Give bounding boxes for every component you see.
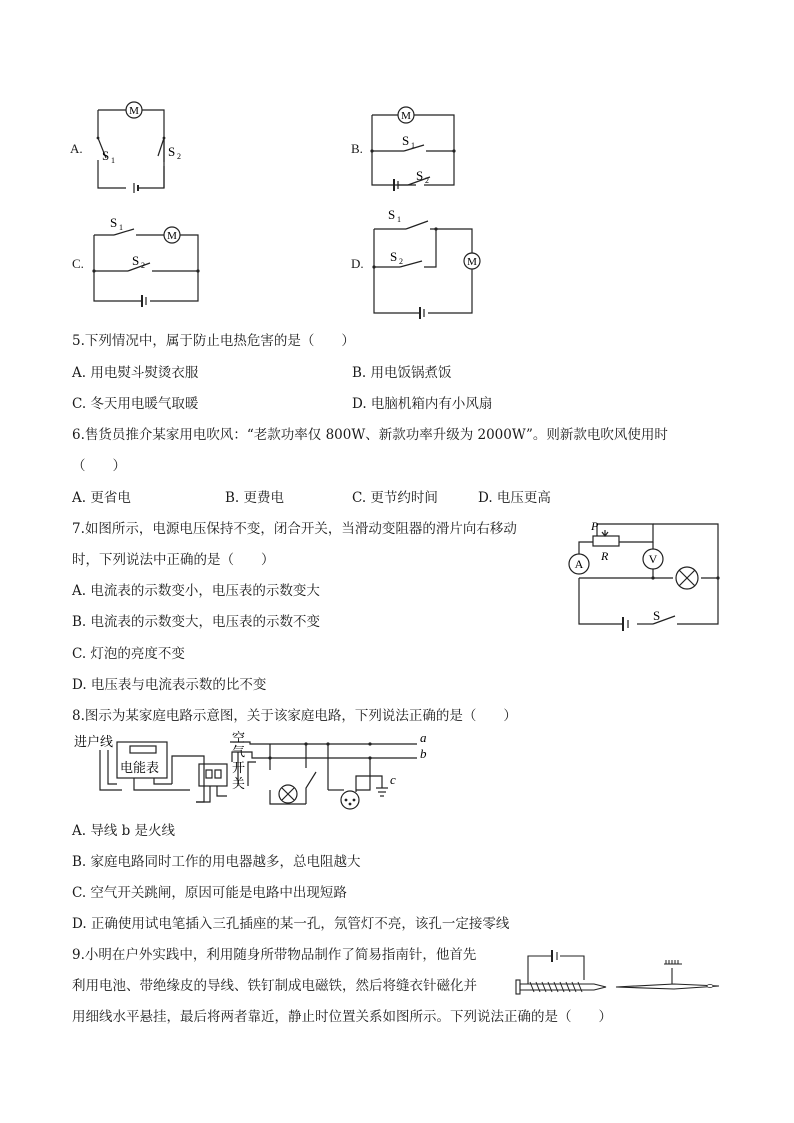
motor-b: M (401, 110, 411, 122)
q5-option-d: D. 电脑机箱内有小风扇 (352, 396, 493, 412)
svg-text:1: 1 (119, 223, 123, 232)
q8-stem: 8.图示为某家庭电路示意图，关于该家庭电路，下列说法正确的是（ ） (72, 708, 517, 724)
q7-option-c: C. 灯泡的亮度不变 (72, 646, 185, 662)
switch-a-s2-label: S (168, 144, 176, 159)
q8-option-d: D. 正确使用试电笔插入三孔插座的某一孔，氖管灯不亮，该孔一定接零线 (72, 916, 510, 932)
q7-option-a: A. 电流表的示数变小，电压表的示数变大 (72, 583, 320, 599)
motor-a: M (129, 105, 139, 117)
q8-option-a: A. 导线 b 是火线 (72, 823, 176, 839)
q9-stem-line-3: 用细线水平悬挂，最后将两者靠近，静止时位置关系如图所示。下列说法正确的是（ ） (72, 1009, 612, 1025)
q6-stem-blank: （ ） (72, 458, 126, 474)
q6-option-c: C. 更节约时间 (352, 490, 438, 506)
q9-stem-line-2: 利用电池、带绝缘皮的导线、铁钉制成电磁铁，然后将缝衣针磁化并 (72, 978, 477, 994)
circuit-c (90, 215, 200, 305)
svg-text:2: 2 (141, 261, 145, 270)
q6-option-a: A. 更省电 (72, 490, 131, 506)
ground-c-label: c (390, 772, 396, 787)
q8-household-circuit-figure (72, 732, 432, 812)
option-b-label: B. (351, 141, 363, 156)
option-c-label: C. (72, 256, 84, 271)
q8-option-b: B. 家庭电路同时工作的用电器越多，总电阻越大 (72, 854, 361, 870)
q5-option-c: C. 冬天用电暖气取暖 (72, 396, 199, 412)
breaker-char-1: 空 (232, 730, 246, 745)
switch-b-s2-label: S (416, 168, 424, 183)
q7-option-d: D. 电压表与电流表示数的比不变 (72, 677, 267, 693)
switch-s-label: S (653, 608, 661, 623)
svg-text:1: 1 (411, 141, 415, 150)
inlet-label: 进户线 (74, 734, 114, 749)
slider-p-label: P (591, 519, 599, 533)
switch-c-s1-label: S (110, 215, 118, 230)
q5-option-b: B. 用电饭锅煮饭 (352, 365, 452, 381)
voltmeter: V (648, 552, 658, 566)
rheostat-r-label: R (601, 549, 609, 563)
circuit-d (370, 205, 490, 315)
breaker-char-4: 关 (232, 776, 246, 791)
q9-stem-line-1: 9.小明在户外实践中，利用随身所带物品制作了简易指南针，他首先 (72, 947, 477, 963)
q7-stem: 7.如图所示，电源电压保持不变，闭合开关，当滑动变阻器的滑片向右移动 (72, 521, 517, 537)
q7-circuit-figure (565, 518, 715, 628)
switch-d-s2-label: S (390, 249, 398, 264)
wire-b-label: b (420, 746, 427, 761)
breaker-char-3: 开 (232, 760, 246, 775)
q9-electromagnet-needle-figure (514, 946, 724, 996)
switch-c-s2-label: S (132, 253, 140, 268)
svg-text:2: 2 (177, 152, 181, 161)
q5-option-a: A. 用电熨斗熨烫衣服 (72, 365, 199, 381)
option-d-label: D. (351, 256, 364, 271)
svg-text:2: 2 (399, 257, 403, 266)
circuit-b (370, 105, 460, 185)
svg-text:2: 2 (425, 176, 429, 185)
motor-d: M (467, 256, 477, 268)
q8-option-c: C. 空气开关跳闸，原因可能是电路中出现短路 (72, 885, 347, 901)
meter-label: 电能表 (120, 760, 160, 775)
switch-d-s1-label: S (388, 207, 396, 222)
q7-stem-cont: 时，下列说法中正确的是（ ） (72, 552, 275, 568)
q6-option-d: D. 电压更高 (478, 490, 551, 506)
q6-stem: 6.售货员推介某家用电吹风：“老款功率仅 800W、新款功率升级为 2000W”。则新款电吹风使用时 (72, 427, 668, 443)
ammeter: A (574, 557, 584, 571)
circuit-a (90, 100, 190, 190)
svg-text:1: 1 (397, 215, 401, 224)
q7-option-b: B. 电流表的示数变大，电压表的示数不变 (72, 614, 321, 630)
q5-stem: 5.下列情况中，属于防止电热危害的是（ ） (72, 333, 355, 349)
switch-b-s1-label: S (402, 133, 410, 148)
motor-c: M (167, 230, 177, 242)
breaker-char-2: 气 (232, 744, 246, 759)
wire-a-label: a (420, 730, 427, 745)
q6-option-b: B. 更费电 (225, 490, 285, 506)
option-a-label: A. (70, 141, 83, 156)
switch-a-s1-label: S (102, 148, 110, 163)
svg-text:1: 1 (111, 156, 115, 165)
